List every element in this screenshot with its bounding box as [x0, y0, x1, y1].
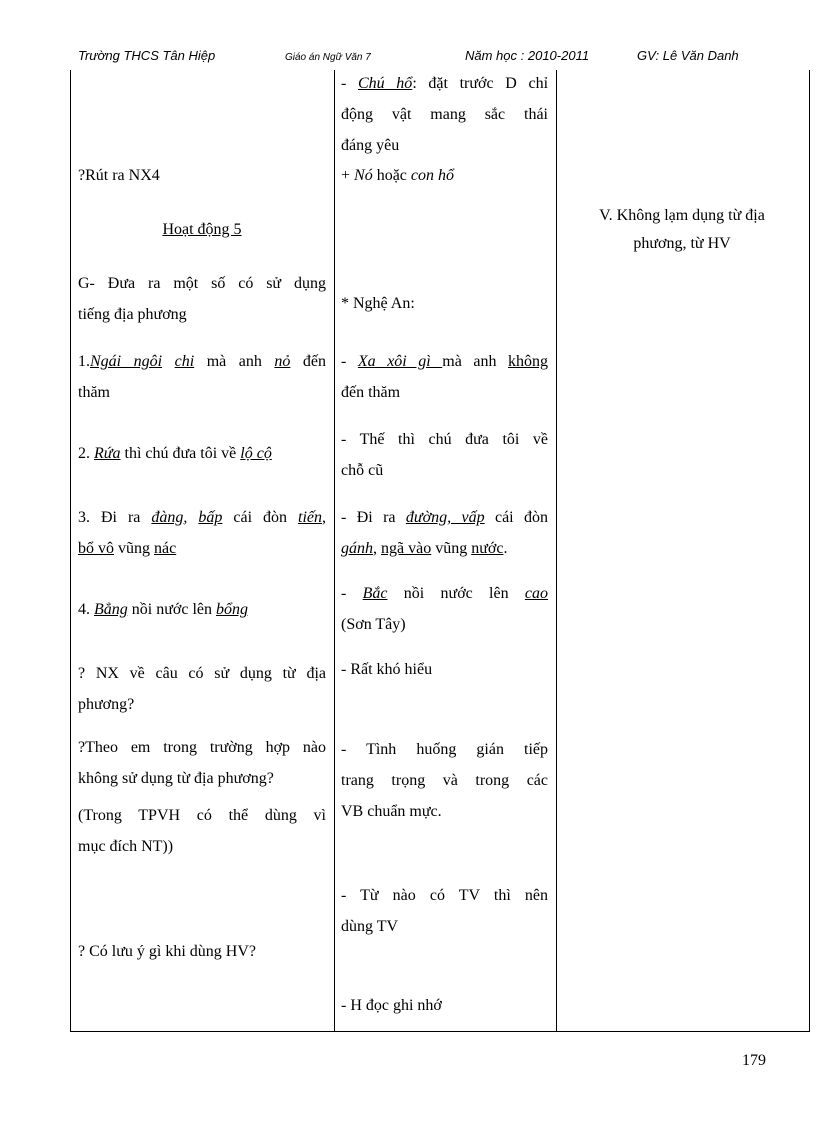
intro-text [78, 268, 326, 330]
situation-note: - Tình huống gián tiếp trang trọng và trong các VB chuẩn mực. [341, 741, 548, 820]
question-2: ?Theo em trong trường hợp nào không sử dụng từ địa phương? [78, 739, 326, 787]
example-3: 3. Đi ra đàng, bấp cái đòn tiến, bổ vô vũng nác [78, 509, 326, 557]
intro-line-2: tiếng địa phương [78, 306, 187, 323]
example-1: 1.Ngái ngôi chi mà anh nỏ đến thăm [78, 353, 327, 401]
vietnamese-word-note: - Từ nào có TV thì nên dùng TV [341, 887, 548, 935]
activity-heading: Hoạt động 5 [162, 221, 242, 238]
answer-3: - Đi ra đường, vấp cái đòn gánh, ngã vào vũng nước. [341, 509, 548, 557]
answer-1: - Xa xôi gì mà anh không đến thăm [341, 353, 548, 401]
hard-to-understand: - Rất khó hiểu [341, 661, 433, 678]
nghe-an-label: * Nghệ An: [341, 295, 415, 312]
page-number: 179 [742, 1052, 766, 1069]
question-1: ? NX về câu có sử dụng từ địa phương? [78, 665, 326, 713]
example-4: 4. Bẳng nồi nước lên bổng [78, 601, 249, 618]
header-teacher: GV: Lê Văn Danh [637, 48, 739, 63]
chu-ho-note: - Chú hổ: đặt trước D chỉ động vật mang sắc thái đáng yêu [341, 75, 549, 154]
section-v-heading: V. Không lạm dụng từ địa phương, từ HV [599, 207, 765, 252]
header-school-year: Năm học : 2010-2011 [465, 48, 590, 63]
example-2: 2. Rứa thì chú đưa tôi về lộ cộ [78, 445, 272, 462]
header-school: Trường THCS Tân Hiệp [78, 48, 216, 63]
read-summary: - H đọc ghi nhớ [341, 997, 442, 1014]
column-divider-1 [334, 70, 335, 1032]
header-lesson-plan: Giáo án Ngữ Văn 7 [285, 52, 371, 63]
answer-4: - Bắc nồi nước lên cao (Sơn Tây) [341, 585, 548, 633]
question-4: ? Có lưu ý gì khi dùng HV? [78, 943, 256, 960]
no-ho-note: + Nó hoặc con hổ [341, 167, 455, 184]
question-3: (Trong TPVH có thể dùng vì mục đích NT)) [78, 807, 326, 855]
intro-line-1: G- Đưa ra một số có sử dụng [78, 275, 326, 292]
nx4-prompt: ?Rút ra NX4 [78, 167, 160, 184]
answer-2: - Thế thì chú đưa tôi về chỗ cũ [341, 431, 548, 479]
column-divider-2 [556, 70, 557, 1032]
